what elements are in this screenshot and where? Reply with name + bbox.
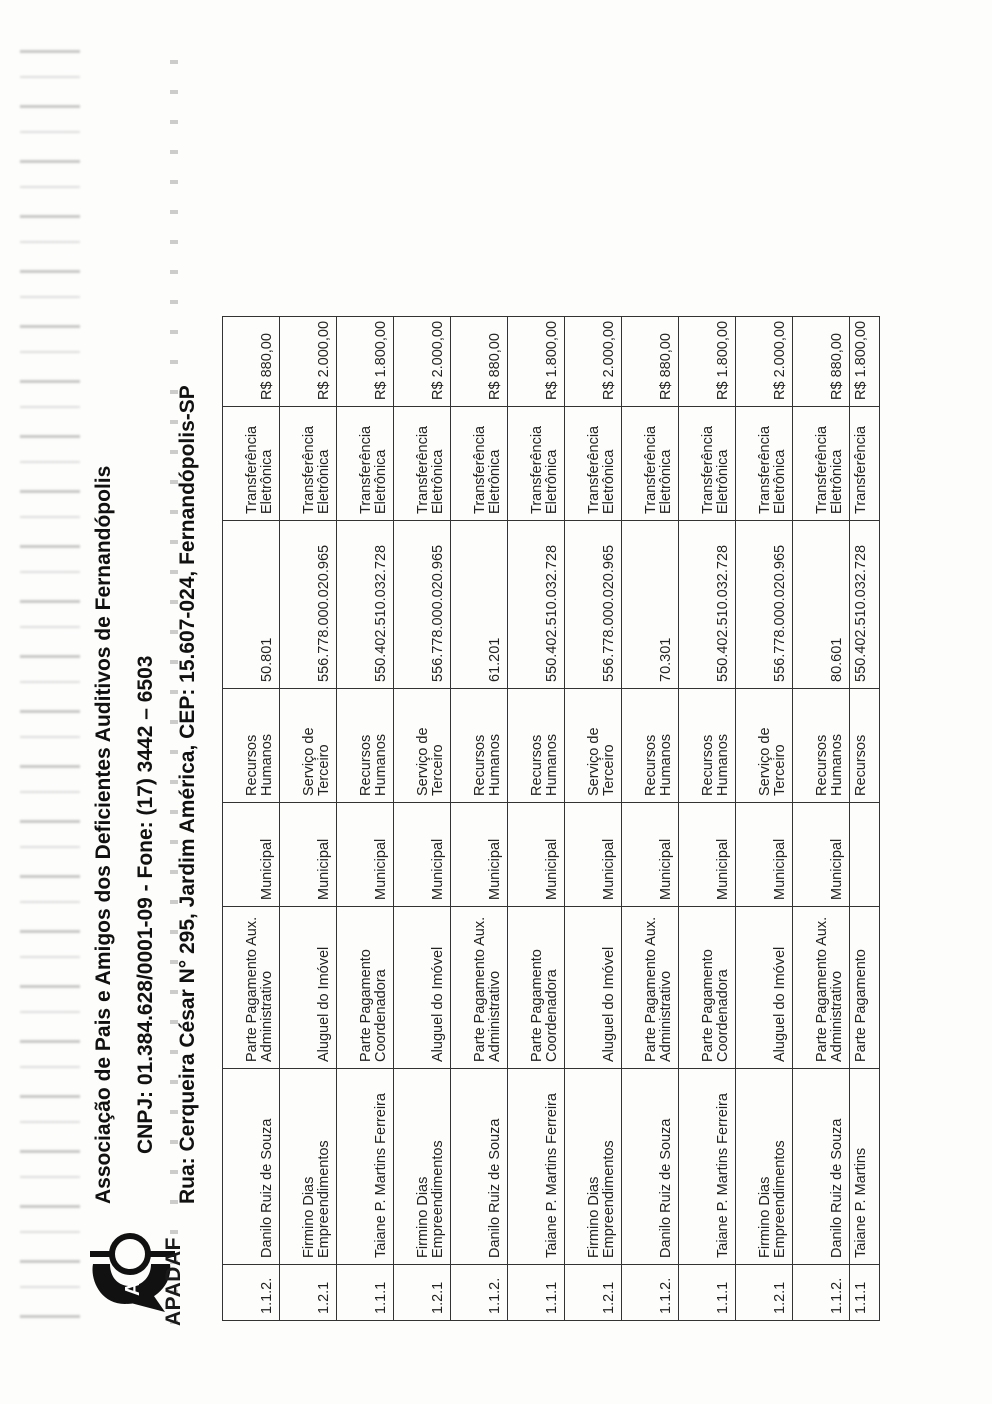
- cell-amount: R$ 1.800,00: [508, 317, 565, 407]
- cell-code: 1.1.1: [679, 1265, 736, 1321]
- cell-amount: R$ 1.800,00: [850, 317, 880, 407]
- cell-source: Municipal: [793, 803, 850, 907]
- cell-category: Serviço de Terceiro: [736, 689, 793, 803]
- cell-name: Taiane P. Martins: [850, 1069, 880, 1265]
- cell-description: Parte Pagamento Coordenadora: [337, 907, 394, 1069]
- cell-name: Firmino Dias Empreendimentos: [280, 1069, 337, 1265]
- cell-description: Parte Pagamento: [850, 907, 880, 1069]
- cell-name: Danilo Ruiz de Souza: [793, 1069, 850, 1265]
- cell-document: 550.402.510.032.728: [850, 521, 880, 689]
- table-row: [679, 317, 736, 1321]
- table-row: [565, 317, 622, 1321]
- cell-source: [850, 803, 880, 907]
- cell-description: Aluguel do Imóvel: [280, 907, 337, 1069]
- cell-name: Firmino Dias Empreendimentos: [736, 1069, 793, 1265]
- cell-code: 1.1.2.: [793, 1265, 850, 1321]
- cell-code: 1.2.1: [394, 1265, 451, 1321]
- cell-description: Parte Pagamento Aux. Administrativo: [223, 907, 280, 1069]
- cell-description: Parte Pagamento Coordenadora: [508, 907, 565, 1069]
- cell-source: Municipal: [337, 803, 394, 907]
- cell-source: Municipal: [736, 803, 793, 907]
- cell-amount: R$ 1.800,00: [337, 317, 394, 407]
- cell-method: Transferência Eletrônica: [280, 407, 337, 521]
- cell-document: 70.301: [622, 521, 679, 689]
- cell-description: Parte Pagamento Aux. Administrativo: [451, 907, 508, 1069]
- cell-source: Municipal: [565, 803, 622, 907]
- logo-wordmark: APADAF: [162, 1237, 185, 1326]
- cell-document: 61.201: [451, 521, 508, 689]
- cell-name: Taiane P. Martins Ferreira: [337, 1069, 394, 1265]
- table-row: [508, 317, 565, 1321]
- cell-code: 1.1.2.: [451, 1265, 508, 1321]
- org-name: Associação de Pais e Amigos dos Deficientes Auditivos de Fernandópolis: [92, 465, 115, 1204]
- cell-description: Aluguel do Imóvel: [394, 907, 451, 1069]
- cell-amount: R$ 2.000,00: [736, 317, 793, 407]
- cell-name: Firmino Dias Empreendimentos: [394, 1069, 451, 1265]
- cell-description: Aluguel do Imóvel: [565, 907, 622, 1069]
- cell-category: Recursos Humanos: [793, 689, 850, 803]
- cell-amount: R$ 2.000,00: [565, 317, 622, 407]
- cell-category: Serviço de Terceiro: [280, 689, 337, 803]
- cell-source: Municipal: [223, 803, 280, 907]
- cell-category: Serviço de Terceiro: [394, 689, 451, 803]
- cell-method: Transferência Eletrônica: [736, 407, 793, 521]
- table-row: [736, 317, 793, 1321]
- cell-description: Parte Pagamento Aux. Administrativo: [622, 907, 679, 1069]
- cell-source: Municipal: [280, 803, 337, 907]
- table-row: [280, 317, 337, 1321]
- cell-category: Recursos: [850, 689, 880, 803]
- cell-name: Taiane P. Martins Ferreira: [679, 1069, 736, 1265]
- svg-text:A: A: [122, 1281, 144, 1296]
- cell-description: Parte Pagamento Aux. Administrativo: [793, 907, 850, 1069]
- cell-category: Recursos Humanos: [679, 689, 736, 803]
- cell-category: Recursos Humanos: [508, 689, 565, 803]
- cell-code: 1.2.1: [736, 1265, 793, 1321]
- org-cnpj-phone: CNPJ: 01.384.628/0001-09 - Fone: (17) 3442 – 6503: [134, 655, 157, 1154]
- table-row: [223, 317, 280, 1321]
- cell-source: Municipal: [508, 803, 565, 907]
- cell-name: Danilo Ruiz de Souza: [223, 1069, 280, 1265]
- cell-amount: R$ 880,00: [622, 317, 679, 407]
- cell-amount: R$ 880,00: [451, 317, 508, 407]
- cell-code: 1.1.1: [508, 1265, 565, 1321]
- cell-document: 80.601: [793, 521, 850, 689]
- cell-source: Municipal: [451, 803, 508, 907]
- cell-amount: R$ 2.000,00: [280, 317, 337, 407]
- cell-code: 1.1.1: [337, 1265, 394, 1321]
- cell-amount: R$ 2.000,00: [394, 317, 451, 407]
- cell-document: 556.778.000.020.965: [565, 521, 622, 689]
- org-address: Rua: Cerqueira César N° 295, Jardim América, CEP: 15.607-024, Fernandópolis-SP: [176, 385, 199, 1204]
- cell-code: 1.1.2.: [223, 1265, 280, 1321]
- cell-document: 556.778.000.020.965: [280, 521, 337, 689]
- table-row: [793, 317, 850, 1321]
- cell-method: Transferência Eletrônica: [508, 407, 565, 521]
- cell-code: 1.1.2.: [622, 1265, 679, 1321]
- cell-category: Recursos Humanos: [337, 689, 394, 803]
- cell-category: Recursos Humanos: [451, 689, 508, 803]
- cell-document: 550.402.510.032.728: [679, 521, 736, 689]
- cell-amount: R$ 880,00: [793, 317, 850, 407]
- cell-source: Municipal: [622, 803, 679, 907]
- cell-method: Transferência Eletrônica: [565, 407, 622, 521]
- cell-document: 556.778.000.020.965: [394, 521, 451, 689]
- cell-source: Municipal: [394, 803, 451, 907]
- cell-description: Parte Pagamento Coordenadora: [679, 907, 736, 1069]
- payments-table: [222, 316, 880, 1321]
- table-row: [337, 317, 394, 1321]
- cell-category: Recursos Humanos: [622, 689, 679, 803]
- cell-code: 1.1.1: [850, 1265, 880, 1321]
- cell-name: Danilo Ruiz de Souza: [622, 1069, 679, 1265]
- cell-document: 556.778.000.020.965: [736, 521, 793, 689]
- table-row: [622, 317, 679, 1321]
- cell-name: Firmino Dias Empreendimentos: [565, 1069, 622, 1265]
- cell-method: Transferência Eletrônica: [451, 407, 508, 521]
- cell-method: Transferência Eletrônica: [793, 407, 850, 521]
- cell-method: Transferência Eletrônica: [679, 407, 736, 521]
- cell-name: Danilo Ruiz de Souza: [451, 1069, 508, 1265]
- cell-amount: R$ 880,00: [223, 317, 280, 407]
- cell-name: Taiane P. Martins Ferreira: [508, 1069, 565, 1265]
- cell-document: 550.402.510.032.728: [508, 521, 565, 689]
- cell-document: 50.801: [223, 521, 280, 689]
- cell-description: Aluguel do Imóvel: [736, 907, 793, 1069]
- cell-method: Transferência Eletrônica: [622, 407, 679, 521]
- cell-method: Transferência Eletrônica: [223, 407, 280, 521]
- cell-method: Transferência Eletrônica: [394, 407, 451, 521]
- cell-source: Municipal: [679, 803, 736, 907]
- table-row: [451, 317, 508, 1321]
- table-row: [394, 317, 451, 1321]
- cell-method: Transferência Eletrônica: [337, 407, 394, 521]
- cell-category: Recursos Humanos: [223, 689, 280, 803]
- cell-code: 1.2.1: [565, 1265, 622, 1321]
- cell-code: 1.2.1: [280, 1265, 337, 1321]
- cell-category: Serviço de Terceiro: [565, 689, 622, 803]
- cell-amount: R$ 1.800,00: [679, 317, 736, 407]
- table-row: [850, 317, 880, 1321]
- cell-method: Transferência: [850, 407, 880, 521]
- cell-document: 550.402.510.032.728: [337, 521, 394, 689]
